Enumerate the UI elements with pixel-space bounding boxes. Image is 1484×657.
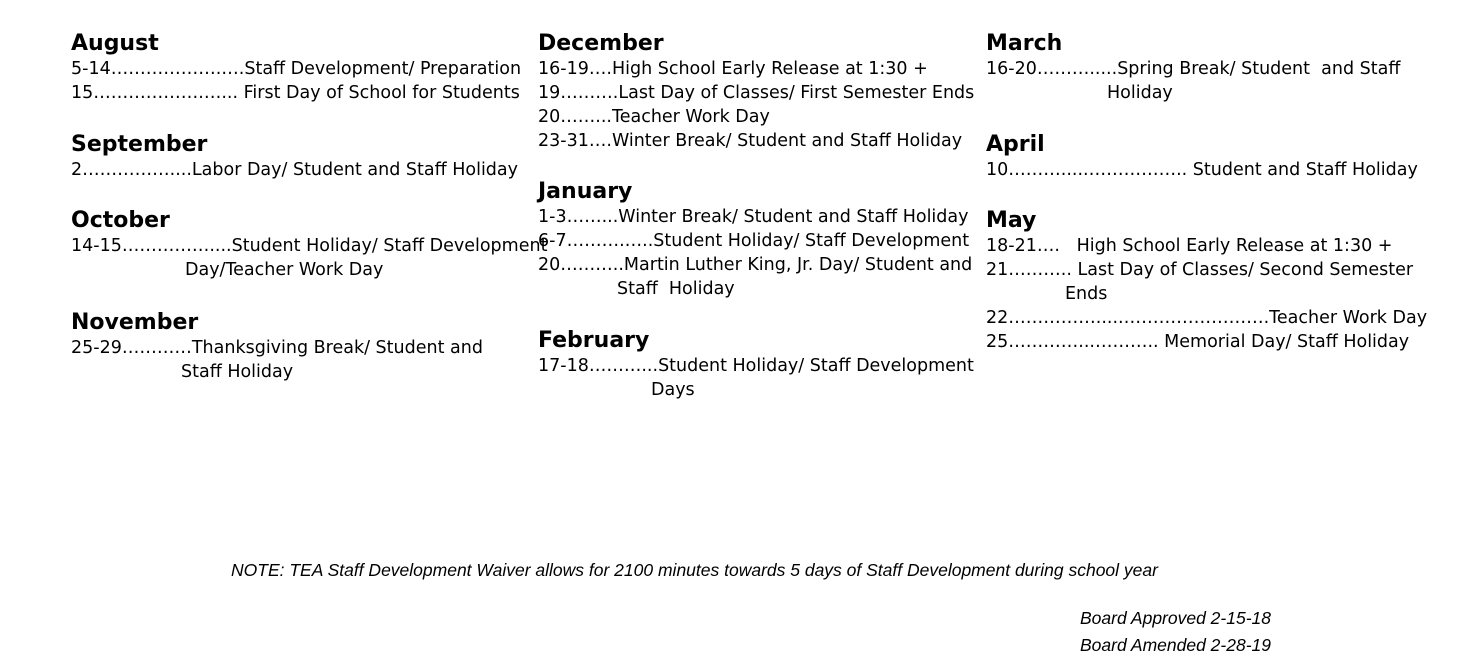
month-title: August — [71, 31, 159, 56]
calendar-entry: 21……….. Last Day of Classes/ Second Semester Ends — [986, 260, 1414, 304]
calendar-entry: 20………..Martin Luther King, Jr. Day/ Student and Staff Holiday — [538, 255, 973, 299]
month-title: February — [538, 328, 650, 353]
calendar-entry: 16-20……….....Spring Break/ Student and Staff Holiday — [986, 59, 1401, 103]
month-december — [538, 31, 974, 153]
calendar-entry: 20……...Teacher Work Day — [538, 107, 770, 127]
calendar-entry: 19……….Last Day of Classes/ First Semester Ends — [538, 83, 975, 103]
calendar-entry: 15……………….…... First Day of School for Students — [71, 83, 520, 103]
calendar-entry: 23-31….Winter Break/ Student and Staff Holiday — [538, 131, 963, 151]
month-title: March — [986, 31, 1063, 56]
calendar-entry: 14-15……………....Student Holiday/ Staff Development Day/Teacher Work Day — [71, 236, 548, 280]
calendar-entry: 17-18………...Student Holiday/ Staff Development Days — [538, 356, 974, 400]
month-january — [538, 179, 972, 301]
month-september — [71, 132, 518, 182]
month-october — [71, 208, 547, 282]
calendar-entry: 1-3……...Winter Break/ Student and Staff Holiday — [538, 207, 969, 227]
month-title: April — [986, 132, 1045, 157]
month-may — [986, 208, 1427, 354]
board-approved-date: Board Approved 2-15-18 — [1080, 608, 1272, 628]
calendar-entry: 5-14……………….….Staff Development/ Preparation — [71, 59, 522, 79]
month-february — [538, 328, 974, 402]
month-title: May — [986, 208, 1037, 233]
calendar-entry: 22…………….....…………………….Teacher Work Day — [986, 308, 1428, 328]
calendar-entry: 6-7……….…..Student Holiday/ Staff Development — [538, 231, 970, 251]
calendar-entry: 10……….....…………….. Student and Staff Holiday — [986, 160, 1418, 180]
month-title: December — [538, 31, 664, 56]
calendar-entry: 25…………...……….. Memorial Day/ Staff Holiday — [986, 332, 1410, 352]
calendar-entry: 2……………....Labor Day/ Student and Staff Holiday — [71, 160, 518, 180]
month-title: January — [538, 179, 633, 204]
month-march — [986, 31, 1400, 105]
board-amended-date: Board Amended 2-28-19 — [1080, 635, 1272, 655]
month-title: September — [71, 132, 208, 157]
calendar-entry: 18-21…. High School Early Release at 1:30 + — [986, 236, 1393, 256]
month-title: October — [71, 208, 170, 233]
month-april — [986, 132, 1418, 182]
calendar-entry: 16-19….High School Early Release at 1:30 + — [538, 59, 928, 79]
staff-development-note: NOTE: TEA Staff Development Waiver allows for 2100 minutes towards 5 days of Staff Development during school year — [231, 560, 1158, 580]
calendar-entry: 25-29…………Thanksgiving Break/ Student and Staff Holiday — [71, 338, 483, 382]
month-title: November — [71, 310, 199, 335]
month-august — [71, 31, 521, 105]
month-november — [71, 310, 483, 384]
